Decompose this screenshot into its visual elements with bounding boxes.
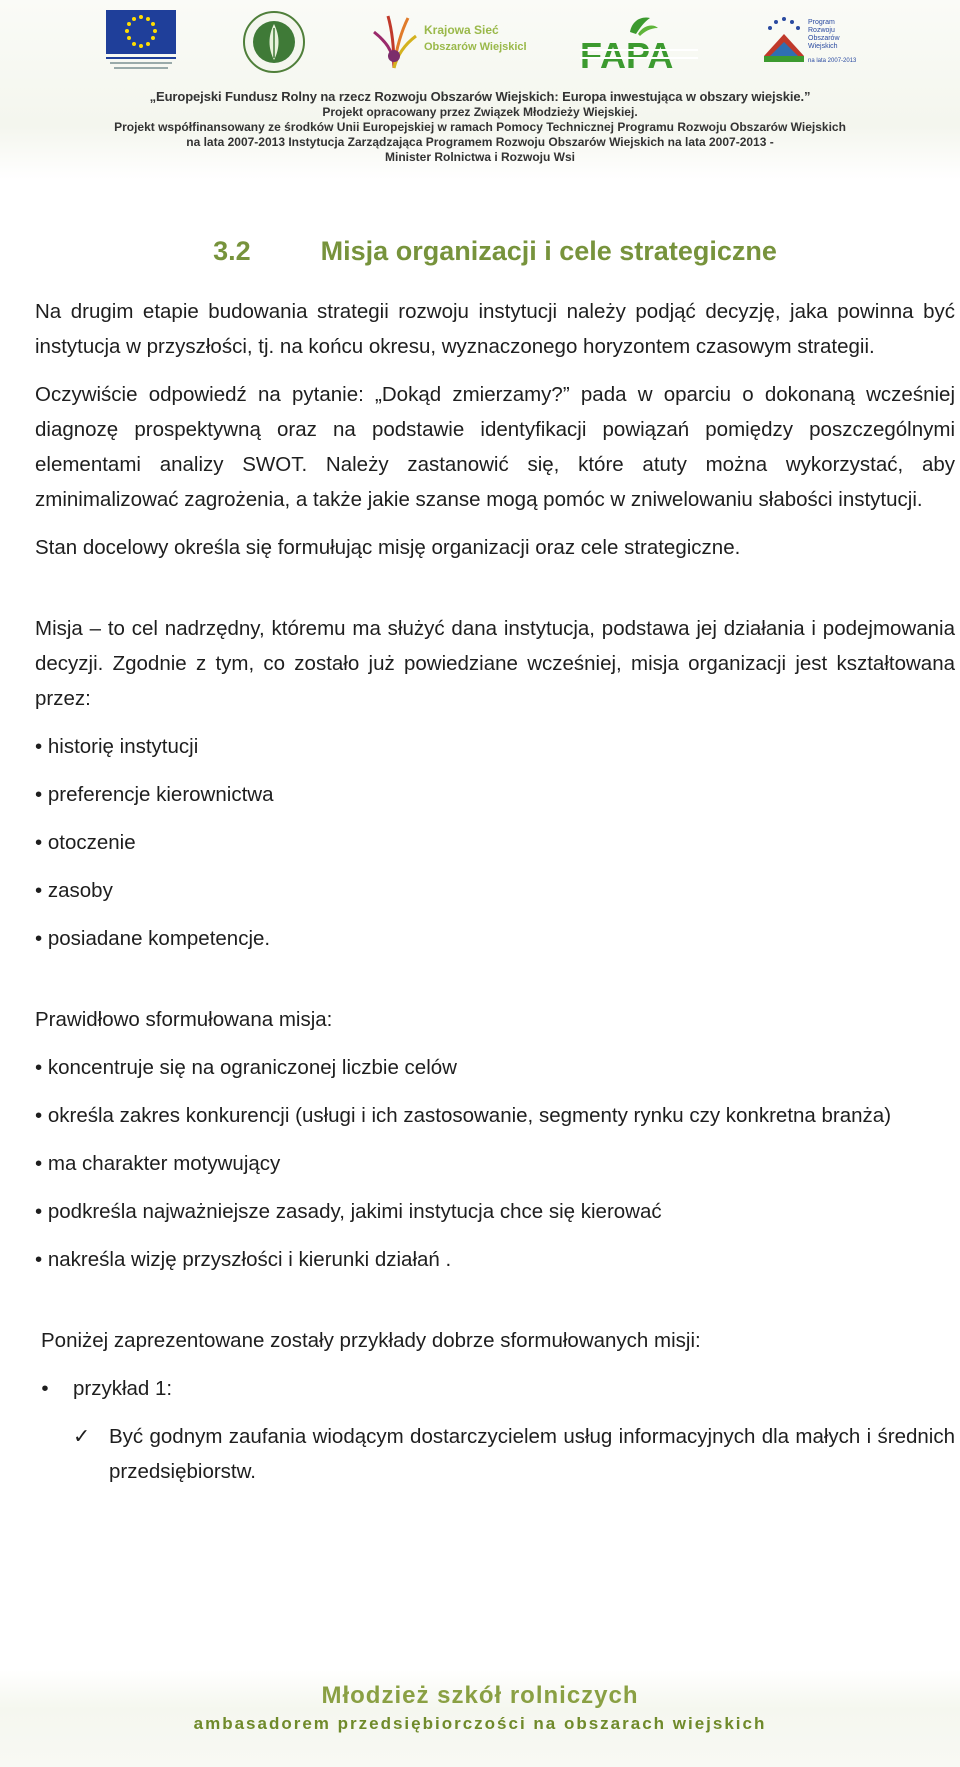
section-number: 3.2 <box>213 236 251 266</box>
list-item: • określa zakres konkurencji (usługi i ich zastosowanie, segmenty rynku czy konkretna branża) <box>35 1104 892 1127</box>
logo-strip <box>0 10 960 78</box>
section-heading <box>35 228 955 274</box>
list-item: • podkreśla najważniejsze zasady, jakimi instytucja chce się kierować <box>35 1200 662 1223</box>
list-item: • zasoby <box>35 879 113 902</box>
header-line-2: Projekt opracowany przez Związek Młodzieży Wiejskiej. <box>322 105 638 119</box>
list-item: • otoczenie <box>35 831 136 854</box>
eu-flag-logo <box>106 10 178 77</box>
example-label: przykład 1: <box>73 1377 173 1400</box>
header-line-1: „Europejski Fundusz Rolny na rzecz Rozwoju Obszarów Wiejskich: Europa inwestująca w obszary wiejskie.” <box>149 89 811 104</box>
list-item: • posiadane kompetencje. <box>35 927 271 950</box>
fapa-logo <box>580 10 698 77</box>
examples-heading: Poniżej zaprezentowane zostały przykłady dobrze sformułowanych misji: <box>41 1329 701 1352</box>
list-item: • koncentruje się na ograniczonej liczbie celów <box>35 1056 457 1079</box>
example-item <box>35 1371 955 1406</box>
svg-text:FAPA: FAPA <box>580 35 674 72</box>
svg-text:Rozwoju: Rozwoju <box>808 27 835 34</box>
svg-text:Wiejskich: Wiejskich <box>808 43 838 50</box>
well-formed-heading: Prawidłowo sformułowana misja: <box>35 1008 333 1031</box>
svg-text:na lata 2007-2013: na lata 2007-2013 <box>808 58 856 64</box>
main-content <box>35 228 955 1489</box>
header-line-4: na lata 2007-2013 Instytucja Zarządzająca Programem Rozwoju Obszarów Wiejskich na lata 2007-2013 - <box>186 135 774 149</box>
paragraph-4: Misja – to cel nadrzędny, któremu ma służyć dana instytucja, podstawa jej działania i podejmowania decyzji. Zgodnie z tym, co zostało już powiedziane wcześniej, misja organizacji jest kształtowana przez: <box>35 617 955 710</box>
list-item: • historię instytucji <box>35 735 199 758</box>
svg-text:Obszarów Wiejskich: Obszarów Wiejskich <box>424 41 526 53</box>
header-line-3: Projekt współfinansowany ze środków Unii Europejskiej w ramach Pomocy Technicznej Programu Rozwoju Obszarów Wiejskich <box>114 120 846 134</box>
ministry-seal-logo <box>242 10 306 79</box>
list-item: • preferencje kierownictwa <box>35 783 274 806</box>
ksow-logo <box>366 10 526 77</box>
bullet-icon: • <box>41 1377 49 1400</box>
section-title: Misja organizacji i cele strategiczne <box>320 236 777 266</box>
svg-text:Program: Program <box>808 19 835 26</box>
paragraph-3: Stan docelowy określa się formułując misję organizacji oraz cele strategiczne. <box>35 536 741 559</box>
footer-subtitle: ambasadorem przedsiębiorczości na obszarach wiejskich <box>193 1714 767 1733</box>
example-mission <box>35 1419 955 1489</box>
shaping-factors-list <box>35 729 955 956</box>
paragraph-1: Na drugim etapie budowania strategii rozwoju instytucji należy podjąć decyzję, jaka powinna być instytucja w przyszłości, tj. na końcu okresu, wyznaczonego horyzontem czasowym strategii. <box>35 300 955 358</box>
prow-logo <box>756 10 856 77</box>
footer-title: Młodzież szkół rolniczych <box>321 1682 639 1709</box>
svg-text:Obszarów: Obszarów <box>808 35 840 42</box>
example-mission-text: Być godnym zaufania wiodącym dostarczycielem usług informacyjnych dla małych i średnich przedsiębiorstw. <box>109 1425 955 1483</box>
well-formed-list <box>35 1050 955 1277</box>
list-item: • nakreśla wizję przyszłości i kierunki działań . <box>35 1248 452 1271</box>
checkmark-icon: ✓ <box>73 1425 91 1448</box>
page-footer <box>0 1670 960 1767</box>
paragraph-2: Oczywiście odpowiedź na pytanie: „Dokąd zmierzamy?” pada w oparciu o dokonaną wcześniej diagnozę prospektywną oraz na podstawie identyfikacji powiązań pomiędzy poszczególnymi elementami analizy SWOT. Należy zastanowić się, które atuty można wykorzystać, aby zminimalizować zagrożenia, a także jakie szanse mogą pomóc w zniwelowaniu słabości instytucji. <box>35 383 955 511</box>
page-header <box>0 0 960 180</box>
header-line-5: Minister Rolnictwa i Rozwoju Wsi <box>384 150 575 164</box>
list-item: • ma charakter motywujący <box>35 1152 281 1175</box>
header-funding-text <box>0 89 960 165</box>
svg-text:Krajowa Sieć: Krajowa Sieć <box>424 23 499 37</box>
